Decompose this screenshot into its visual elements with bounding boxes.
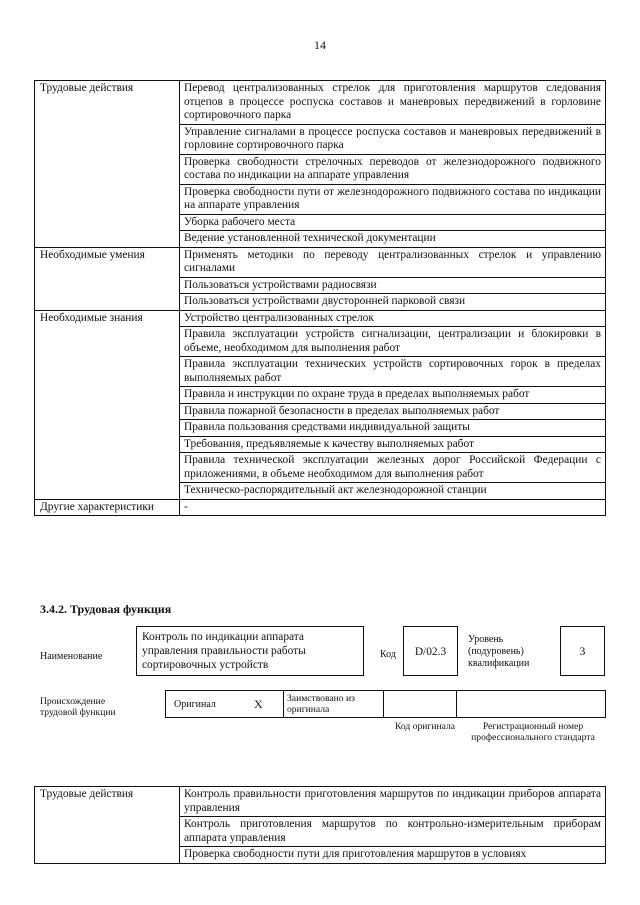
row-item: Применять методики по переводу централизованных стрелок и управлению сигналами xyxy=(180,247,606,277)
table-row xyxy=(35,310,606,327)
row-item: Правила пожарной безопасности в пределах выполняемых работ xyxy=(180,403,606,420)
row-label: Необходимые знания xyxy=(35,310,180,499)
level-value: 3 xyxy=(579,646,586,658)
table-row xyxy=(35,499,606,516)
row-item: Техническо-распорядительный акт железнодорожной станции xyxy=(180,483,606,500)
row-item: Правила пользования средствами индивидуальной защиты xyxy=(180,420,606,437)
row-item: Правила эксплуатации технических устройств сортировочных горок в пределах выполняемых работ xyxy=(180,357,606,387)
table-row xyxy=(35,81,606,125)
code-label: Код xyxy=(380,649,396,660)
original-mark: X xyxy=(254,697,263,711)
row-item: Контроль правильности приготовления маршрутов по индикации приборов аппарата управления xyxy=(180,787,606,817)
origin-label: Происхождение трудовой функции xyxy=(40,696,116,718)
level-label: Уровень (подуровень) квалификации xyxy=(468,634,530,669)
name-label: Наименование xyxy=(40,651,103,662)
row-item: Требования, предъявляемые к качеству выполняемых работ xyxy=(180,436,606,453)
row-item: Правила и инструкции по охране труда в пределах выполняемых работ xyxy=(180,387,606,404)
code-original-label: Код оригинала xyxy=(394,721,456,732)
row-label: Необходимые умения xyxy=(35,247,180,310)
original-label: Оригинал xyxy=(174,699,216,710)
row-item: - xyxy=(180,499,606,516)
section-title: 3.4.2. Трудовая функция xyxy=(40,602,172,616)
row-item: Управление сигналами в процессе роспуска составов и маневровых передвижений в горловине сортировочного парка xyxy=(180,124,606,154)
code-value: D/02.3 xyxy=(414,646,447,658)
row-item: Проверка свободности стрелочных переводов от железнодорожного подвижного состава по индикации на аппарате управления xyxy=(180,154,606,184)
row-item: Проверка свободности пути для приготовления маршрутов в условиях xyxy=(180,847,606,864)
row-item: Правила эксплуатации устройств сигнализации, централизации и блокировки в объеме, необходимом для выполнения работ xyxy=(180,327,606,357)
table-row xyxy=(35,247,606,277)
code-box xyxy=(403,626,458,676)
level-box xyxy=(560,626,605,676)
reg-number-label: Регистрационный номер профессионального стандарта xyxy=(471,721,595,743)
row-label: Трудовые действия xyxy=(35,787,180,864)
row-label: Трудовые действия xyxy=(35,81,180,248)
table-row xyxy=(35,787,606,817)
function-name-value: Контроль по индикации аппарата управления правильности работы сортировочных устройств xyxy=(142,631,306,671)
labor-actions-table xyxy=(34,786,606,864)
row-item: Пользоваться устройствами радиосвязи xyxy=(180,277,606,294)
row-label: Другие характеристики xyxy=(35,499,180,516)
origin-box xyxy=(165,690,606,718)
page-number: 14 xyxy=(314,38,326,52)
row-item: Контроль приготовления маршрутов по контрольно-измерительным приборам аппарата управления xyxy=(180,817,606,847)
row-item: Ведение установленной технической документации xyxy=(180,231,606,248)
labor-function-table xyxy=(34,80,606,516)
row-item: Уборка рабочего места xyxy=(180,214,606,231)
row-item: Пользоваться устройствами двусторонней парковой связи xyxy=(180,294,606,311)
function-name-box xyxy=(136,626,364,676)
row-item: Правила технической эксплуатации железных дорог Российской Федерации с приложениями, в объеме необходимом для выполнения работ xyxy=(180,453,606,483)
row-item: Устройство централизованных стрелок xyxy=(180,310,606,327)
borrowed-label: Заимствовано из оригинала xyxy=(287,693,355,715)
row-item: Перевод централизованных стрелок для приготовления маршрутов следования отцепов в процессе роспуска составов и маневровых передвижений в горловине сортировочного парка xyxy=(180,81,606,125)
row-item: Проверка свободности пути от железнодорожного подвижного состава по индикации на аппарате управления xyxy=(180,184,606,214)
